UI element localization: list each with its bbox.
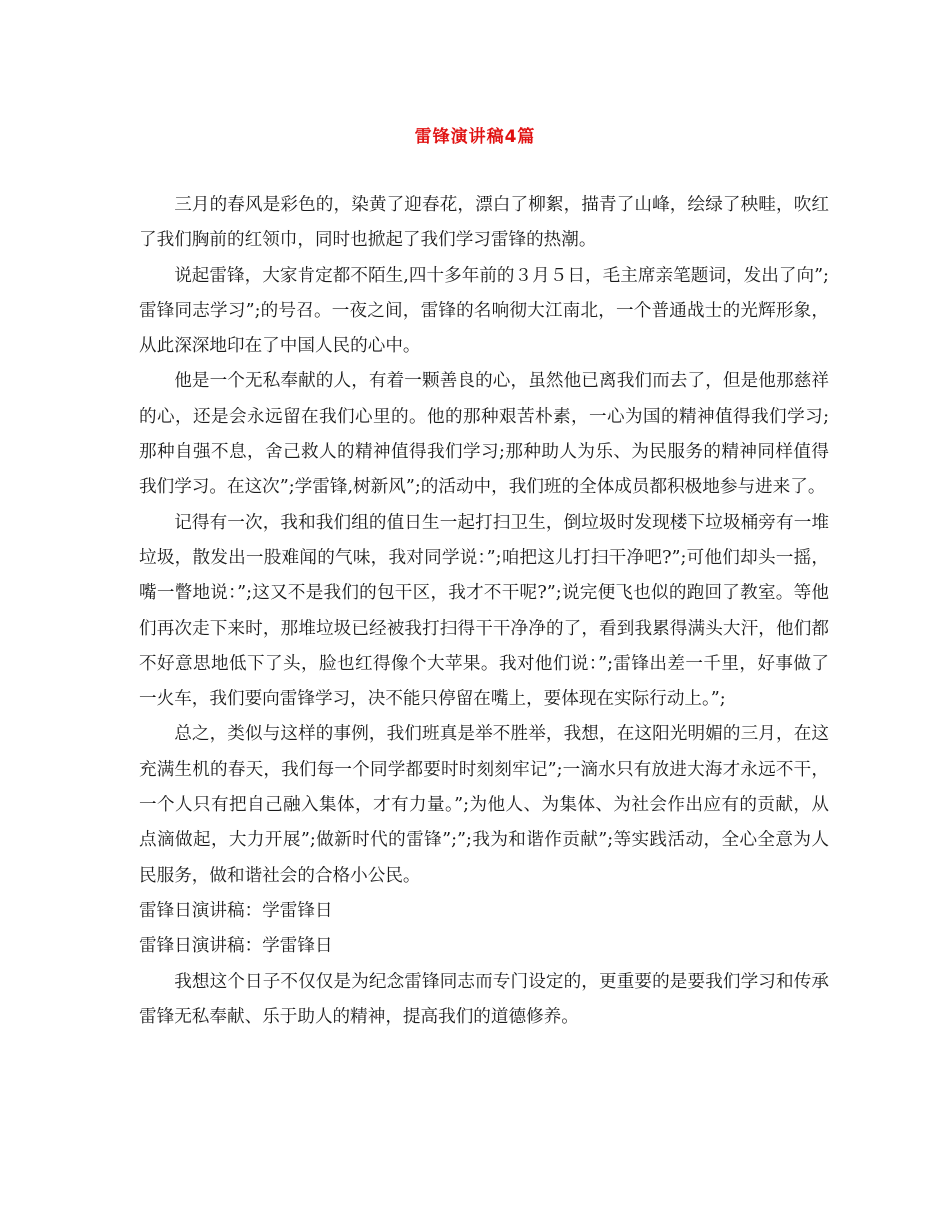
- paragraph: 我想这个日子不仅仅是为纪念雷锋同志而专门设定的，更重要的是要我们学习和传承雷锋无私奉献、乐于助人的精神，提高我们的道德修养。: [139, 971, 829, 1027]
- section-heading: 雷锋日演讲稿：学雷锋日: [139, 900, 333, 921]
- paragraph: 总之，类似与这样的事例，我们班真是举不胜举，我想，在这阳光明媚的三月，在这充满生机的春天，我们每一个同学都要时时刻刻牢记”;一滴水只有放进大海才永远不干，一个人只有把自己融入集体，才有力量。”;为他人、为集体、为社会作出应有的贡献，从点滴做起，大力开展”;做新时代的雷锋”;”;我为和谐作贡献”;等实践活动，全心全意为人民服务，做和谐社会的合格小公民。: [139, 724, 829, 886]
- paragraph: 三月的春风是彩色的，染黄了迎春花，漂白了柳絮，描青了山峰，绘绿了秧畦，吹红了我们胸前的红领巾，同时也掀起了我们学习雷锋的热潮。: [139, 195, 829, 251]
- document-title: 雷锋演讲稿4篇: [414, 127, 536, 147]
- paragraph: 说起雷锋，大家肯定都不陌生,四十多年前的３月５日，毛主席亲笔题词，发出了向”;雷锋同志学习”;的号召。一夜之间，雷锋的名响彻大江南北，一个普通战士的光辉形象，从此深深地印在了中国人民的心中。: [139, 265, 829, 357]
- paragraph: 他是一个无私奉献的人，有着一颗善良的心，虽然他已离我们而去了，但是他那慈祥的心，还是会永远留在我们心里的。他的那种艰苦朴素，一心为国的精神值得我们学习;那种自强不息，舍己救人的精神值得我们学习;那种助人为乐、为民服务的精神同样值得我们学习。在这次”;学雷锋,树新风”;的活动中，我们班的全体成员都积极地参与进来了。: [139, 371, 829, 498]
- paragraph: 记得有一次，我和我们组的值日生一起打扫卫生，倒垃圾时发现楼下垃圾桶旁有一堆垃圾，散发出一股难闻的气味，我对同学说：”;咱把这儿打扫干净吧?”;可他们却头一摇，嘴一瞥地说：”;这又不是我们的包干区，我才不干呢?”;说完便飞也似的跑回了教室。等他们再次走下来时，那堆垃圾已经被我打扫得干干净净的了，看到我累得满头大汗，他们都不好意思地低下了头，脸也红得像个大苹果。我对他们说：”;雷锋出差一千里，好事做了一火车，我们要向雷锋学习，决不能只停留在嘴上，要体现在实际行动上。”;: [139, 512, 829, 710]
- section-heading: 雷锋日演讲稿：学雷锋日: [139, 936, 333, 957]
- document-body: [139, 188, 829, 1035]
